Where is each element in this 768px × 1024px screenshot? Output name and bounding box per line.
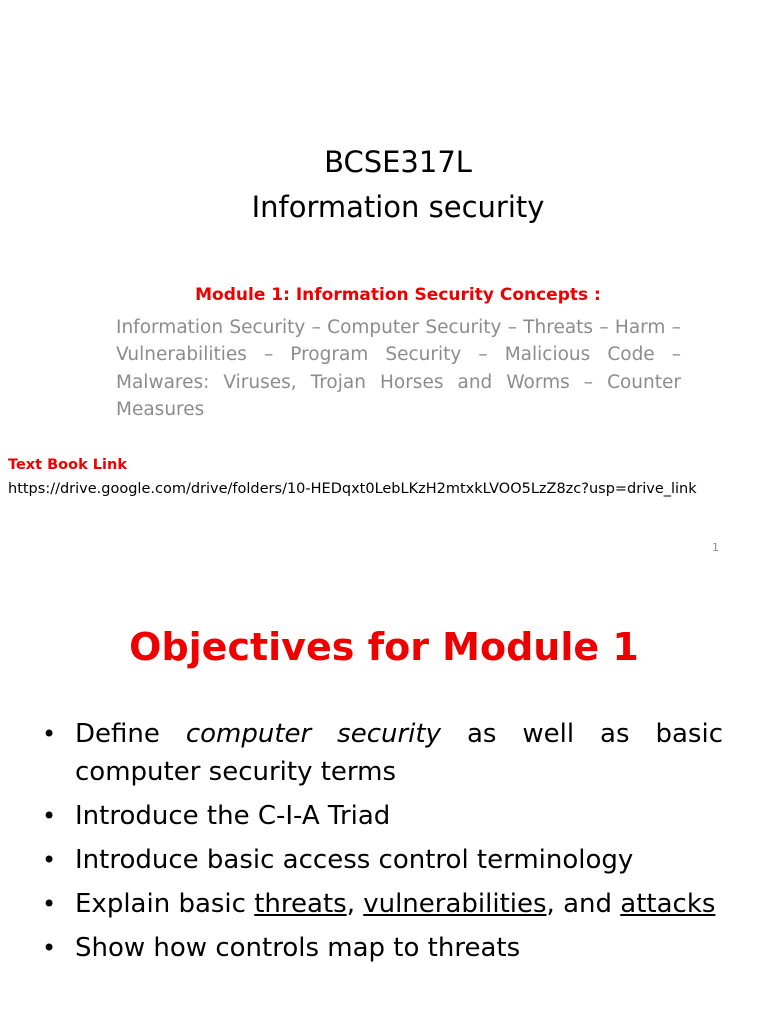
bullet-emphasis: computer security <box>185 719 441 749</box>
bullet-text: Introduce basic access control terminology <box>75 845 634 875</box>
bullet-icon: • <box>42 890 57 918</box>
module-description: Information Security – Computer Security – Threats – Harm – Vulnerabilities – Program Security – Malicious Code – Malwares: Viruses, Trojan Horses and Worms – Counter Measures <box>116 317 681 420</box>
bullet-text: Show how controls map to threats <box>75 933 521 963</box>
bullet-text: Introduce the C-I-A Triad <box>75 801 391 831</box>
bullet-icon: • <box>42 802 57 830</box>
separator: , <box>346 889 364 919</box>
module-heading: Module 1: Information Security Concepts : <box>195 285 601 305</box>
bullet-icon: • <box>42 720 57 748</box>
term-attacks: attacks <box>620 889 716 919</box>
list-item <box>40 885 723 923</box>
objectives-list <box>40 715 723 973</box>
course-code: BCSE317L <box>324 145 472 179</box>
separator: , and <box>546 889 621 919</box>
bullet-text-post: as well as basic computer security terms <box>75 719 723 787</box>
bullet-text-pre: Explain basic <box>75 889 255 919</box>
list-item <box>40 797 723 835</box>
textbook-link[interactable]: https://drive.google.com/drive/folders/10-HEDqxt0LebLKzH2mtxkLVOO5LzZ8zc?usp=drive_link <box>8 481 697 497</box>
bullet-icon: • <box>42 846 57 874</box>
objectives-title: Objectives for Module 1 <box>129 625 639 669</box>
term-threats: threats <box>254 889 347 919</box>
bullet-text-pre: Define <box>75 719 186 749</box>
course-title: Information security <box>251 190 545 224</box>
bullet-icon: • <box>42 934 57 962</box>
list-item <box>40 929 723 967</box>
page-number: 1 <box>712 541 719 554</box>
list-item <box>40 715 723 791</box>
list-item <box>40 841 723 879</box>
textbook-label: Text Book Link <box>8 457 127 473</box>
term-vulnerabilities: vulnerabilities <box>363 889 547 919</box>
